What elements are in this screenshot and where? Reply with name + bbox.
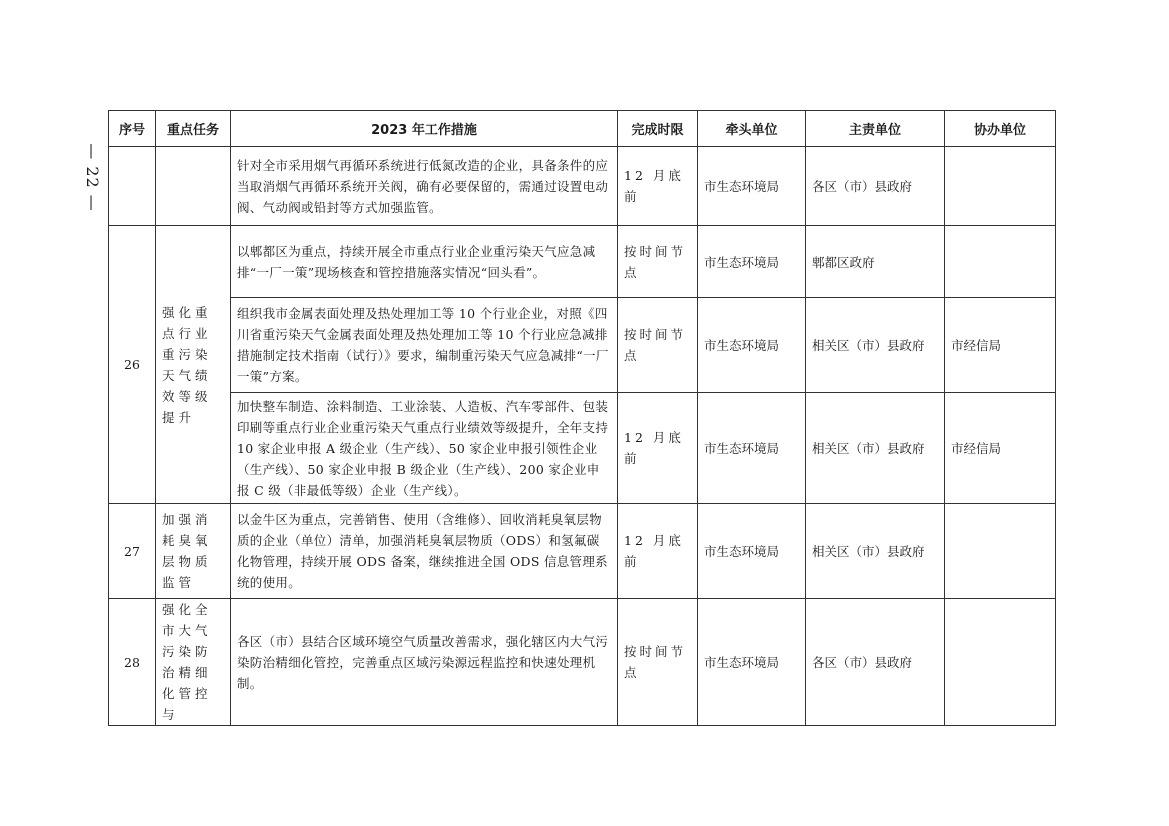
cell-deadline: 12 月底前: [618, 147, 698, 226]
cell-seq: 27: [109, 504, 156, 599]
cell-measure: 各区（市）县结合区域环境空气质量改善需求，强化辖区内大气污染防治精细化管控，完善重点区域污染源远程监控和快速处理机制。: [231, 599, 618, 726]
table-row: [109, 599, 1056, 726]
table-row: [109, 393, 1056, 504]
header-deadline: 完成时限: [618, 111, 698, 147]
cell-lead: 市生态环境局: [698, 504, 806, 599]
cell-responsible: 各区（市）县政府: [806, 599, 945, 726]
cell-task: 强化重点行业重污染天气绩效等级提升: [156, 226, 231, 504]
table-row: [109, 298, 1056, 393]
cell-measure: 以金牛区为重点，完善销售、使用（含维修）、回收消耗臭氧层物质的企业（单位）清单，加强消耗臭氧层物质（ODS）和氢氟碳化物管理，持续开展 ODS 备案，继续推进全国 ODS 信息管理系统的使用。: [231, 504, 618, 599]
page-number-text: — 22 —: [82, 142, 102, 212]
cell-deadline: 按时间节点: [618, 226, 698, 298]
header-responsible: 主责单位: [806, 111, 945, 147]
table-row: [109, 504, 1056, 599]
cell-deadline: 按时间节点: [618, 599, 698, 726]
cell-assist: [945, 226, 1056, 298]
header-measures: 2023 年工作措施: [231, 111, 618, 147]
cell-deadline: 按时间节点: [618, 298, 698, 393]
cell-lead: 市生态环境局: [698, 226, 806, 298]
cell-assist: [945, 147, 1056, 226]
cell-seq: 26: [109, 226, 156, 504]
cell-measure: 加快整车制造、涂料制造、工业涂装、人造板、汽车零部件、包装印刷等重点行业企业重污染天气重点行业绩效等级提升，全年支持 10 家企业申报 A 级企业（生产线）、50 家企业申报引领性企业（生产线）、50 家企业申报 B 级企业（生产线）、200 家企业申报 C 级（非最低等级）企业（生产线）。: [231, 393, 618, 504]
cell-responsible: 相关区（市）县政府: [806, 298, 945, 393]
header-assist: 协办单位: [945, 111, 1056, 147]
cell-measure: 以郫都区为重点，持续开展全市重点行业企业重污染天气应急减排“一厂一策”现场核查和管控措施落实情况“回头看”。: [231, 226, 618, 298]
cell-lead: 市生态环境局: [698, 298, 806, 393]
cell-task: 强化全市大气污染防治精细化管控与: [156, 599, 231, 726]
header-lead: 牵头单位: [698, 111, 806, 147]
header-seq: 序号: [109, 111, 156, 147]
cell-responsible: 郫都区政府: [806, 226, 945, 298]
cell-seq: [109, 147, 156, 226]
cell-task: 加强消耗臭氧层物质监管: [156, 504, 231, 599]
table-row: [109, 147, 1056, 226]
page-number: [80, 132, 104, 222]
cell-responsible: 相关区（市）县政府: [806, 504, 945, 599]
table-header-row: [109, 111, 1056, 147]
cell-task: [156, 147, 231, 226]
cell-lead: 市生态环境局: [698, 599, 806, 726]
cell-assist: 市经信局: [945, 393, 1056, 504]
table-row: [109, 226, 1056, 298]
cell-assist: [945, 599, 1056, 726]
cell-lead: 市生态环境局: [698, 393, 806, 504]
cell-assist: 市经信局: [945, 298, 1056, 393]
cell-deadline: 12 月底前: [618, 504, 698, 599]
cell-measure: 针对全市采用烟气再循环系统进行低氮改造的企业，具备条件的应当取消烟气再循环系统开关阀，确有必要保留的，需通过设置电动阀、气动阀或铅封等方式加强监管。: [231, 147, 618, 226]
cell-responsible: 相关区（市）县政府: [806, 393, 945, 504]
cell-responsible: 各区（市）县政府: [806, 147, 945, 226]
cell-measure: 组织我市金属表面处理及热处理加工等 10 个行业企业，对照《四川省重污染天气金属表面处理及热处理加工等 10 个行业应急减排措施制定技术指南（试行）》要求，编制重污染天气应急减排“一厂一策”方案。: [231, 298, 618, 393]
work-measures-table: [108, 110, 1056, 726]
cell-seq: 28: [109, 599, 156, 726]
cell-deadline: 12 月底前: [618, 393, 698, 504]
header-task: 重点任务: [156, 111, 231, 147]
cell-assist: [945, 504, 1056, 599]
cell-lead: 市生态环境局: [698, 147, 806, 226]
